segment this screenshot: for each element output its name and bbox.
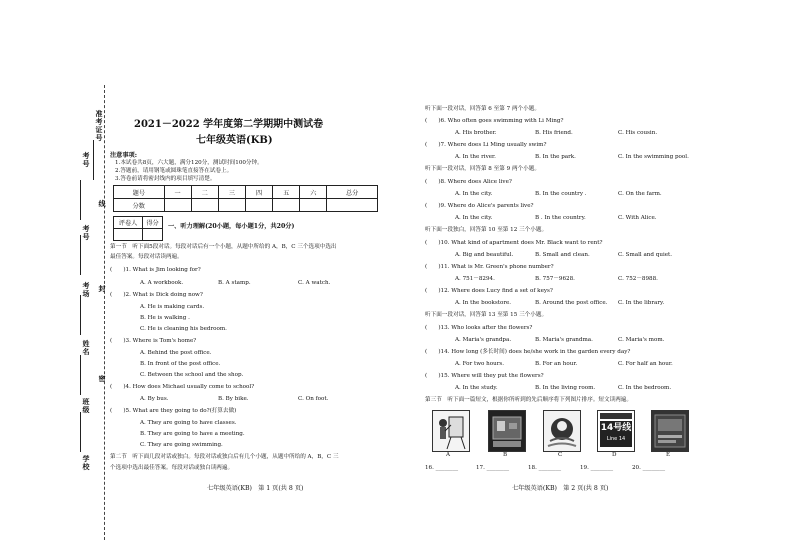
picture-label-b: B bbox=[503, 452, 508, 458]
score-cell: 总分 bbox=[327, 186, 378, 199]
option[interactable]: C. In the swimming pool. bbox=[618, 154, 689, 160]
listening-intro: 听下面一段对话，回答第 13 至第 15 三个小题。 bbox=[425, 312, 548, 318]
id-number-label: 准考证号 bbox=[95, 110, 104, 142]
score-cell: 分数 bbox=[114, 199, 165, 212]
field-line bbox=[80, 180, 81, 220]
question-stem: ( )13. Who looks after the flowers? bbox=[425, 325, 533, 331]
option[interactable]: B. 757－9628. bbox=[535, 276, 575, 282]
picture-label-a: A bbox=[446, 452, 451, 458]
score-cell: 六 bbox=[300, 186, 327, 199]
option[interactable]: B. A stamp. bbox=[218, 280, 251, 286]
option[interactable]: C. His cousin. bbox=[618, 130, 658, 136]
sec2-instruction: 个选项中选出最佳答案。每段对话或独白读两遍。 bbox=[110, 465, 234, 471]
picture-label-d: D bbox=[612, 452, 617, 458]
answer-blank-18[interactable]: 18. ________ bbox=[528, 465, 562, 471]
option[interactable]: B. His friend. bbox=[535, 130, 573, 136]
line14-en-label: Line 14 bbox=[606, 436, 626, 442]
score-cell[interactable] bbox=[218, 199, 245, 212]
notice-line: 3.答卷前请将密封线内的项目填写清楚。 bbox=[115, 176, 216, 182]
score-cell: 二 bbox=[191, 186, 218, 199]
picture-b-tv-show bbox=[488, 410, 526, 452]
question-stem: ( )11. What is Mr. Green's phone number? bbox=[425, 264, 554, 270]
line14-label: 14号线 bbox=[600, 423, 632, 433]
answer-blank-19[interactable]: 19. ________ bbox=[580, 465, 614, 471]
option[interactable]: C. With Alice. bbox=[618, 215, 657, 221]
id-underline bbox=[93, 140, 94, 180]
question-stem: ( )3. Where is Tom's home? bbox=[110, 338, 197, 344]
seal-char-2: 封 bbox=[98, 285, 107, 293]
seal-char-1: 线 bbox=[98, 200, 107, 208]
notice-line: 1.本试卷共8页，六大题，满分120分，测试时间100分钟。 bbox=[115, 160, 263, 166]
picture-a-painting-boy bbox=[432, 410, 470, 452]
option[interactable]: C. They are going swimming. bbox=[140, 442, 223, 448]
seal-line bbox=[104, 85, 105, 540]
option[interactable]: A. They are going to have classes. bbox=[140, 420, 237, 426]
question-stem: ( )7. Where does Li Ming usually swim? bbox=[425, 142, 547, 148]
option[interactable]: A. 751－8294. bbox=[455, 276, 495, 282]
exam-number-label: 考号 bbox=[82, 225, 91, 241]
answer-blank-20[interactable]: 20. ________ bbox=[632, 465, 666, 471]
exam-subtitle: 七年级英语(KB) bbox=[196, 135, 273, 146]
option[interactable]: A. Maria's grandpa. bbox=[455, 337, 512, 343]
option[interactable]: C. For half an hour. bbox=[618, 361, 673, 367]
score-cell: 四 bbox=[245, 186, 272, 199]
page-footer-right: 七年级英语(KB) 第 2 页(共 8 页) bbox=[512, 485, 609, 492]
question-stem: ( )9. Where do Alice's parents live? bbox=[425, 203, 534, 209]
option[interactable]: A. In the city. bbox=[455, 191, 493, 197]
page-footer-left: 七年级英语(KB) 第 1 页(共 8 页) bbox=[207, 485, 304, 492]
notice-heading: 注意事项: bbox=[110, 152, 138, 159]
option[interactable]: A. He is making cards. bbox=[140, 304, 205, 310]
picture-c-swimming-girl bbox=[543, 410, 581, 452]
sec1-instruction: 最佳答案。每段对话读两遍。 bbox=[110, 254, 183, 260]
option[interactable]: A. A workbook. bbox=[140, 280, 184, 286]
question-stem: ( )15. Where will they put the flowers? bbox=[425, 373, 544, 379]
option[interactable]: C. In the library. bbox=[618, 300, 665, 306]
sec1-instruction: 第一节 听下面5段对话。每段对话后有一个小题，从题中所给的 A，B，C 三个选项中选出 bbox=[110, 244, 337, 250]
grader-box bbox=[113, 216, 163, 241]
option[interactable]: A. In the study. bbox=[455, 385, 498, 391]
score-cell[interactable] bbox=[164, 199, 191, 212]
answer-blank-17[interactable]: 17. ________ bbox=[476, 465, 510, 471]
score-cell[interactable] bbox=[245, 199, 272, 212]
sec3-instruction: 第三节 听下面一篇短文，根据你所听到的先后顺序将下列图片排序。短文读两遍。 bbox=[425, 397, 632, 403]
field-line bbox=[80, 295, 81, 335]
score-cell: 一 bbox=[164, 186, 191, 199]
grader-cell[interactable] bbox=[143, 229, 163, 241]
score-cell[interactable] bbox=[327, 199, 378, 212]
school-label: 学校 bbox=[82, 455, 91, 471]
option[interactable]: C. Between the school and the shop. bbox=[140, 372, 244, 378]
picture-label-c: C bbox=[558, 452, 563, 458]
part1-heading: 一、听力理解(20小题，每小题1分，共20分) bbox=[168, 223, 295, 230]
question-stem: ( )14. How long (多长时间) does he/she work in the garden every day? bbox=[425, 349, 631, 355]
option[interactable]: A. Behind the post office. bbox=[140, 350, 212, 356]
option[interactable]: B. By bike. bbox=[218, 396, 249, 402]
question-stem: ( )12. Where does Lucy find a set of keys? bbox=[425, 288, 553, 294]
notice-line: 2.答题前，请用钢笔或圆珠笔直接答在试卷上。 bbox=[115, 168, 233, 174]
grader-cell[interactable] bbox=[114, 229, 143, 241]
name-label: 姓名 bbox=[82, 340, 91, 356]
field-line bbox=[80, 355, 81, 395]
option[interactable]: B. In the park. bbox=[535, 154, 576, 160]
option[interactable]: A. Big and beautiful. bbox=[455, 252, 514, 258]
score-cell[interactable] bbox=[300, 199, 327, 212]
question-stem: ( )2. What is Dick doing now? bbox=[110, 292, 203, 298]
question-stem: ( )4. How does Michael usually come to school? bbox=[110, 384, 255, 390]
option[interactable]: C. In the bedroom. bbox=[618, 385, 672, 391]
option[interactable]: B. In front of the post office. bbox=[140, 361, 221, 367]
field-line bbox=[80, 412, 81, 452]
listening-intro: 听下面一段对话，回答第 6 至第 7 两个小题。 bbox=[425, 106, 540, 112]
exam-room-label: 考场 bbox=[82, 282, 91, 298]
option[interactable]: B. In the living room. bbox=[535, 385, 596, 391]
option[interactable]: A. For two hours. bbox=[455, 361, 505, 367]
option[interactable]: B. Around the post office. bbox=[535, 300, 608, 306]
picture-label-e: E bbox=[666, 452, 671, 458]
score-cell: 题号 bbox=[114, 186, 165, 199]
option[interactable]: C. He is cleaning his bedroom. bbox=[140, 326, 227, 332]
option[interactable]: C. Small and quiet. bbox=[618, 252, 673, 258]
option[interactable]: B. He is walking . bbox=[140, 315, 190, 321]
option[interactable]: A. In the river. bbox=[455, 154, 496, 160]
option[interactable]: A. His brother. bbox=[455, 130, 497, 136]
option[interactable]: B . In the country. bbox=[535, 215, 586, 221]
option[interactable]: C. On the farm. bbox=[618, 191, 662, 197]
option[interactable]: A. By bus. bbox=[140, 396, 169, 402]
score-cell: 五 bbox=[273, 186, 300, 199]
option[interactable]: B. Maria's grandma. bbox=[535, 337, 593, 343]
question-stem: ( )8. Where does Alice live? bbox=[425, 179, 512, 185]
option[interactable]: C. 752－8988. bbox=[618, 276, 658, 282]
question-stem: ( )6. Who often goes swimming with Li Ming? bbox=[425, 118, 564, 124]
option[interactable]: C. Maria's mom. bbox=[618, 337, 665, 343]
grader-label: 得分 bbox=[143, 217, 163, 229]
class-label: 班级 bbox=[82, 398, 91, 414]
score-cell: 三 bbox=[218, 186, 245, 199]
exam-title: 2021－2022 学年度第二学期期中测试卷 bbox=[134, 119, 324, 130]
sec2-instruction: 第二节 听下面几段对话或独白。每段对话或独白后有几个小题，从题中所给的 A，B，C 三 bbox=[110, 454, 339, 460]
seat-label: 考号 bbox=[82, 152, 91, 168]
score-cell[interactable] bbox=[191, 199, 218, 212]
score-table bbox=[113, 185, 378, 212]
option[interactable]: C. A watch. bbox=[298, 280, 331, 286]
seal-char-3: 密 bbox=[98, 375, 107, 383]
option[interactable]: B. Small and clean. bbox=[535, 252, 590, 258]
grader-label: 评卷人 bbox=[114, 217, 143, 229]
question-stem: ( )10. What kind of apartment does Mr. Black want to rent? bbox=[425, 240, 603, 246]
listening-intro: 听下面一段独白，回答第 10 至第 12 三个小题。 bbox=[425, 227, 548, 233]
option[interactable]: A. In the bookstore. bbox=[455, 300, 512, 306]
picture-d-subway-line14 bbox=[597, 410, 635, 452]
option[interactable]: A. In the city. bbox=[455, 215, 493, 221]
field-line bbox=[80, 235, 81, 275]
question-stem: ( )5. What are they going to do?(打算去做) bbox=[110, 408, 237, 414]
option[interactable]: C. On foot. bbox=[298, 396, 329, 402]
option[interactable]: B. For an hour. bbox=[535, 361, 578, 367]
picture-e-book-cover bbox=[651, 410, 689, 452]
option[interactable]: B. They are going to have a meeting. bbox=[140, 431, 245, 437]
score-cell[interactable] bbox=[273, 199, 300, 212]
option[interactable]: B. In the country . bbox=[535, 191, 587, 197]
listening-intro: 听下面一段对话，回答第 8 至第 9 两个小题。 bbox=[425, 166, 540, 172]
question-stem: ( )1. What is Jim looking for? bbox=[110, 267, 201, 273]
answer-blank-16[interactable]: 16. ________ bbox=[425, 465, 459, 471]
